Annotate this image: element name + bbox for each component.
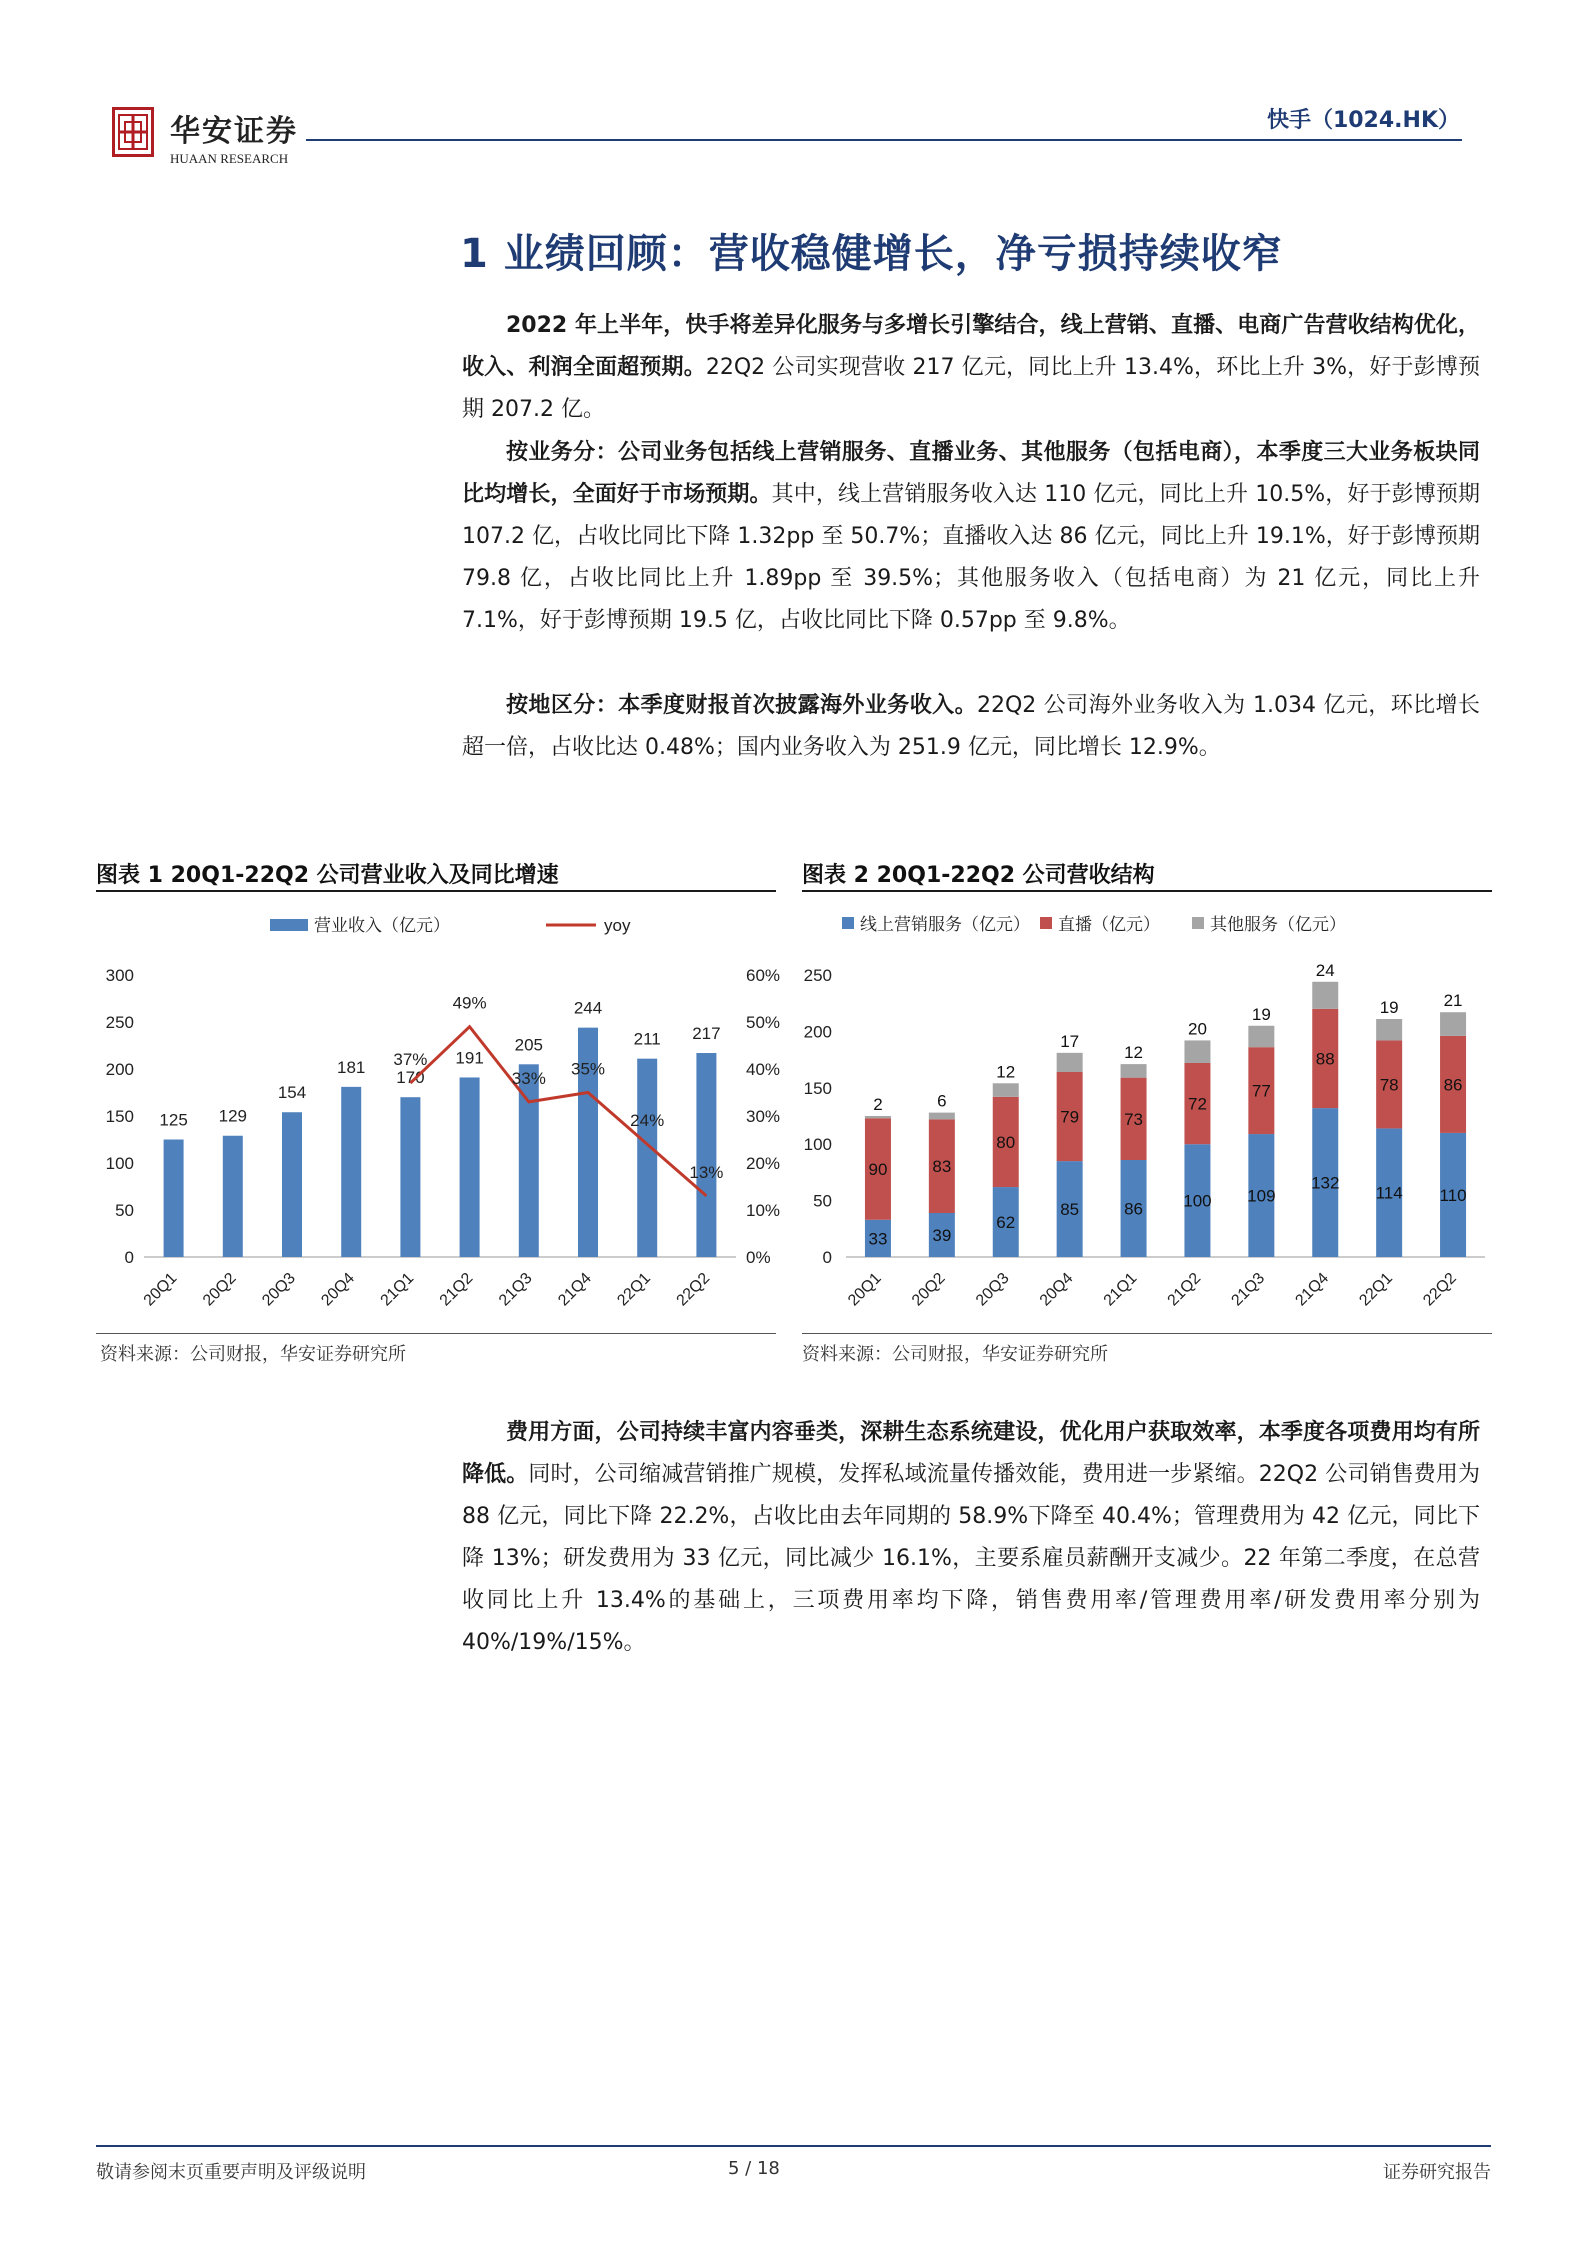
y-tick-label: 200 xyxy=(105,1060,134,1079)
yoy-data-label: 49% xyxy=(452,993,487,1013)
revenue-bar xyxy=(341,1087,361,1257)
y-tick-label: 50 xyxy=(115,1201,134,1220)
x-tick-label: 22Q1 xyxy=(614,1269,655,1310)
stack-data-label: 19 xyxy=(1379,997,1399,1017)
revenue-bar-label: 244 xyxy=(573,998,603,1018)
stack-data-label: 12 xyxy=(1124,1043,1144,1063)
legend-yoy-label: yoy xyxy=(604,916,631,935)
figure2-title-rule xyxy=(802,890,1492,892)
x-tick-label: 20Q1 xyxy=(845,1269,885,1310)
revenue-bar-label: 217 xyxy=(692,1024,721,1044)
stack-data-label: 80 xyxy=(996,1132,1016,1152)
revenue-bar-label: 211 xyxy=(633,1029,661,1049)
revenue-bar-label: 205 xyxy=(514,1035,543,1055)
logo-text-en: HUAAN RESEARCH xyxy=(170,151,289,166)
yoy-data-label: 37% xyxy=(393,1050,428,1070)
x-tick-label: 21Q3 xyxy=(495,1269,536,1310)
header-divider xyxy=(306,139,1462,141)
legend-swatch xyxy=(842,917,854,929)
x-tick-label: 22Q2 xyxy=(1420,1269,1460,1310)
y2-tick-label: 50% xyxy=(746,1013,781,1032)
stack-segment xyxy=(1184,1040,1210,1063)
stack-data-label: 100 xyxy=(1183,1191,1212,1211)
stack-segment xyxy=(1057,1053,1083,1072)
paragraph-overview-text: 22Q2 公司实现营收 217 亿元，同比上升 13.4%，环比上升 3%，好于彭博预期 207.2 亿。 xyxy=(462,355,1480,422)
figure1-title-rule xyxy=(96,890,776,892)
page-number: 5 / 18 xyxy=(728,2158,780,2179)
revenue-bar xyxy=(282,1112,302,1257)
stack-data-label: 33 xyxy=(868,1229,888,1249)
x-tick-label: 21Q4 xyxy=(555,1269,595,1310)
stack-data-label: 39 xyxy=(932,1226,952,1246)
stack-data-label: 78 xyxy=(1379,1075,1399,1095)
paragraph-by-business-text: 其中，线上营销服务收入达 110 亿元，同比上升 10.5%，好于彭博预期 107.2 亿，占收比同比下降 1.32pp 至 50.7%；直播收入达 86 亿元，同比上升 19.1%，好于彭博预期 79.8 亿，占收比同比上升 1.89pp 至 39.5%；其他服务收入（包括电商）为 21 亿元，同比上升 7.1%，好于彭博预期 19.5 亿，占收比同比下降 0.57pp 至 9.8%。 xyxy=(462,482,1480,633)
stack-data-label: 83 xyxy=(932,1157,952,1177)
y-tick-label: 150 xyxy=(803,1078,832,1098)
legend-label: 线上营销服务（亿元） xyxy=(860,915,1030,934)
stack-data-label: 73 xyxy=(1124,1109,1144,1129)
huaan-logo-icon xyxy=(112,107,154,157)
legend-label: 直播（亿元） xyxy=(1058,915,1160,934)
y2-tick-label: 20% xyxy=(746,1154,781,1173)
yoy-data-label: 13% xyxy=(689,1162,724,1182)
figure1-source: 资料来源：公司财报，华安证券研究所 xyxy=(100,1344,406,1365)
stack-segment xyxy=(1312,982,1338,1009)
paragraph-by-business xyxy=(462,432,1480,642)
stack-segment xyxy=(1376,1019,1402,1040)
x-tick-label: 21Q1 xyxy=(377,1269,418,1310)
y-tick-label: 250 xyxy=(105,1013,134,1032)
y-tick-label: 300 xyxy=(105,966,134,985)
logo-text-cn: 华安证券 xyxy=(170,114,298,149)
paragraph-expenses xyxy=(462,1412,1480,1664)
stack-data-label: 79 xyxy=(1060,1107,1080,1127)
paragraph-by-business-bold: 按业务分：公司业务包括线上营销服务、直播业务、其他服务（包括电商），本季度三大业务板块同比均增长，全面好于市场预期。 xyxy=(462,440,1480,507)
x-tick-label: 20Q2 xyxy=(908,1269,949,1310)
legend-swatch xyxy=(1040,917,1052,929)
stack-segment xyxy=(1121,1064,1147,1078)
stack-segment xyxy=(993,1083,1019,1097)
stack-data-label: 86 xyxy=(1124,1199,1144,1219)
revenue-bar-label: 154 xyxy=(277,1083,307,1103)
stack-data-label: 77 xyxy=(1251,1081,1271,1101)
stack-data-label: 24 xyxy=(1315,960,1335,980)
x-tick-label: 20Q4 xyxy=(1036,1269,1077,1310)
y-tick-label: 50 xyxy=(813,1191,832,1211)
x-tick-label: 20Q3 xyxy=(972,1269,1013,1310)
stack-data-label: 12 xyxy=(996,1062,1016,1082)
footer-disclaimer: 敬请参阅末页重要声明及评级说明 xyxy=(96,2162,366,2183)
legend-label: 其他服务（亿元） xyxy=(1210,915,1346,934)
yoy-data-label: 33% xyxy=(511,1068,546,1088)
y-tick-label: 250 xyxy=(803,966,832,985)
stack-data-label: 20 xyxy=(1187,1019,1207,1039)
footer-divider xyxy=(96,2145,1491,2147)
x-tick-label: 21Q3 xyxy=(1228,1269,1269,1310)
stack-data-label: 72 xyxy=(1187,1094,1207,1114)
revenue-yoy-chart xyxy=(96,895,786,1335)
x-tick-label: 20Q1 xyxy=(140,1269,181,1310)
stack-segment xyxy=(865,1116,891,1118)
paragraph-overview-bold: 2022 年上半年，快手将差异化服务与多增长引擎结合，线上营销、直播、电商广告营收结构优化，收入、利润全面超预期。 xyxy=(462,313,1480,380)
revenue-bar xyxy=(400,1097,420,1257)
y2-tick-label: 40% xyxy=(746,1060,781,1079)
revenue-bar xyxy=(637,1059,657,1257)
stack-data-label: 19 xyxy=(1251,1004,1271,1024)
revenue-bar-label: 191 xyxy=(455,1048,484,1068)
x-tick-label: 22Q1 xyxy=(1356,1269,1396,1310)
figure1-title: 图表 1 20Q1-22Q2 公司营业收入及同比增速 xyxy=(96,863,559,888)
y-tick-label: 100 xyxy=(803,1135,832,1155)
figure2-bottom-rule xyxy=(802,1333,1492,1334)
revenue-bar xyxy=(164,1140,184,1258)
y-tick-label: 200 xyxy=(803,1022,832,1042)
paragraph-overview xyxy=(462,305,1480,431)
section-title: 1 业绩回顾：营收稳健增长，净亏损持续收窄 xyxy=(460,231,1283,277)
stack-data-label: 17 xyxy=(1060,1031,1080,1051)
revenue-bar xyxy=(696,1053,716,1257)
y-tick-label: 150 xyxy=(105,1107,134,1126)
stack-segment xyxy=(929,1113,955,1120)
revenue-bar-label: 170 xyxy=(396,1068,425,1088)
paragraph-expenses-text: 同时，公司缩减营销推广规模，发挥私域流量传播效能，费用进一步紧缩。22Q2 公司销售费用为 88 亿元，同比下降 22.2%，占收比由去年同期的 58.9%下降至 40.4%；管理费用为 42 亿元，同比下降 13%；研发费用为 33 亿元，同比减少 16.1%，主要系雇员薪酬开支减少。22 年第二季度，在总营收同比上升 13.4%的基础上，三项费用率均下降，销售费用率/管理费用率/研发费用率分别为 40%/19%/15%。 xyxy=(462,1462,1480,1655)
stack-data-label: 85 xyxy=(1060,1200,1080,1220)
y2-tick-label: 30% xyxy=(746,1107,781,1126)
revenue-bar xyxy=(460,1077,480,1257)
stack-segment xyxy=(1440,1012,1466,1036)
stack-data-label: 21 xyxy=(1443,991,1463,1011)
revenue-structure-chart xyxy=(790,895,1495,1335)
stack-data-label: 62 xyxy=(996,1213,1016,1233)
y-tick-label: 0 xyxy=(124,1248,134,1267)
figure2-title: 图表 2 20Q1-22Q2 公司营收结构 xyxy=(802,863,1155,888)
revenue-bar-label: 181 xyxy=(337,1057,366,1077)
y-tick-label: 0 xyxy=(822,1248,832,1267)
y2-tick-label: 10% xyxy=(746,1201,781,1220)
footer-report-type: 证券研究报告 xyxy=(1383,2162,1491,2183)
stack-data-label: 110 xyxy=(1439,1185,1467,1205)
huaan-seal-icon xyxy=(115,110,151,154)
stack-data-label: 2 xyxy=(873,1095,883,1114)
x-tick-label: 21Q1 xyxy=(1100,1269,1141,1310)
legend-revenue-swatch xyxy=(270,919,308,931)
yoy-data-label: 24% xyxy=(630,1111,665,1131)
legend-revenue-label: 营业收入（亿元） xyxy=(314,916,450,935)
stack-data-label: 88 xyxy=(1315,1049,1335,1069)
revenue-bar xyxy=(223,1136,243,1257)
stack-data-label: 114 xyxy=(1375,1183,1403,1203)
paragraph-by-region xyxy=(462,685,1480,769)
paragraph-by-region-text: 22Q2 公司海外业务收入为 1.034 亿元，环比增长超一倍，占收比达 0.48%；国内业务收入为 251.9 亿元，同比增长 12.9%。 xyxy=(462,693,1480,760)
x-tick-label: 20Q4 xyxy=(318,1269,359,1310)
stack-segment xyxy=(1248,1026,1274,1047)
paragraph-expenses-bold: 费用方面，公司持续丰富内容垂类，深耕生态系统建设，优化用户获取效率，本季度各项费用均有所降低。 xyxy=(462,1420,1480,1487)
stack-data-label: 90 xyxy=(868,1160,888,1180)
stack-data-label: 132 xyxy=(1311,1173,1340,1193)
x-tick-label: 21Q2 xyxy=(436,1269,477,1310)
x-tick-label: 20Q3 xyxy=(259,1269,299,1310)
y-tick-label: 100 xyxy=(105,1154,134,1173)
x-tick-label: 20Q2 xyxy=(199,1269,240,1310)
stack-data-label: 109 xyxy=(1247,1186,1276,1206)
yoy-data-label: 35% xyxy=(570,1059,606,1079)
paragraph-by-region-bold: 按地区分：本季度财报首次披露海外业务收入。 xyxy=(506,693,977,718)
stack-data-label: 6 xyxy=(937,1091,947,1111)
revenue-bar-label: 125 xyxy=(159,1110,188,1130)
legend-swatch xyxy=(1192,917,1204,929)
report-ticker: 快手（1024.HK） xyxy=(1266,108,1460,133)
figure2-source: 资料来源：公司财报，华安证券研究所 xyxy=(802,1344,1108,1365)
figure1-bottom-rule xyxy=(96,1333,776,1334)
stack-data-label: 86 xyxy=(1443,1075,1463,1095)
y2-tick-label: 0% xyxy=(746,1248,771,1267)
x-tick-label: 22Q2 xyxy=(673,1269,714,1310)
x-tick-label: 21Q4 xyxy=(1292,1269,1333,1310)
y2-tick-label: 60% xyxy=(746,966,781,985)
revenue-bar-label: 129 xyxy=(218,1106,247,1126)
x-tick-label: 21Q2 xyxy=(1164,1269,1205,1310)
